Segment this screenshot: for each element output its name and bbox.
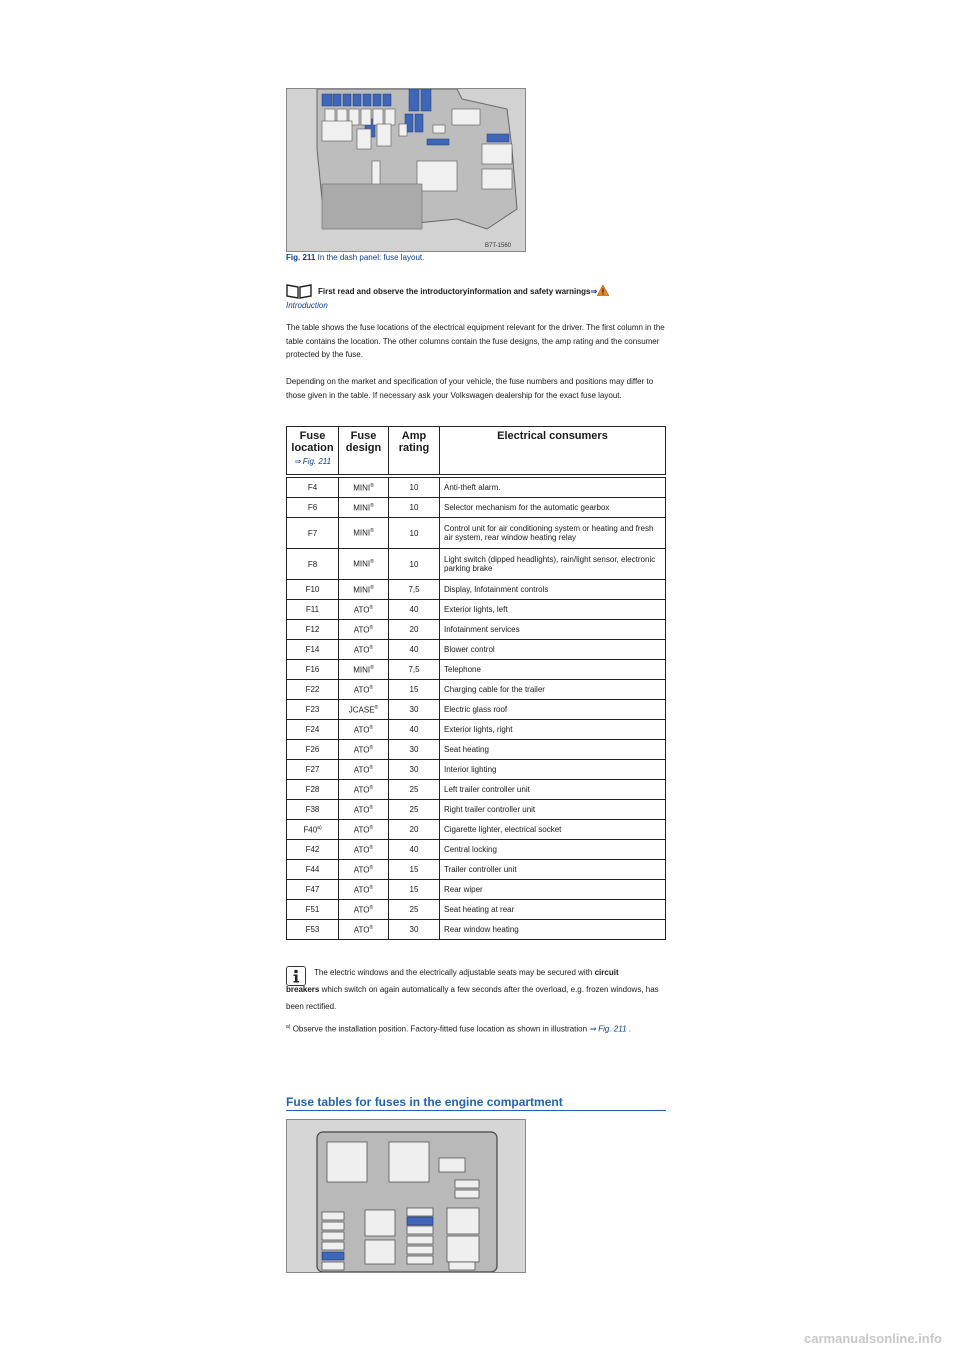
fuse-design-text: ATO <box>353 905 370 915</box>
table-row <box>287 860 666 880</box>
header-electrical-consumers: Electrical consumers <box>440 427 666 475</box>
fuse-location-text: F38 <box>305 805 320 814</box>
fuse-location-text: F47 <box>305 885 320 894</box>
cell-amp-rating: 40 <box>389 720 440 740</box>
fuse-design-text: ATO <box>353 765 370 775</box>
cell-fuse-design <box>339 498 389 518</box>
registered-mark: ® <box>369 684 374 691</box>
fuse-table-body <box>287 475 666 940</box>
fuse-location-text: F16 <box>305 665 320 674</box>
table-row <box>287 660 666 680</box>
fuse-design-text: MINI <box>353 483 371 493</box>
cell-electrical-consumer: Telephone <box>440 660 666 680</box>
cell-amp-rating: 10 <box>389 549 440 580</box>
table-row <box>287 680 666 700</box>
fuse-design-text: ATO <box>353 605 370 615</box>
cell-amp-rating: 7,5 <box>389 660 440 680</box>
cell-fuse-location <box>287 498 339 518</box>
fuse-location-text: F6 <box>307 503 318 512</box>
table-row <box>287 760 666 780</box>
fuse-layout-figure <box>286 88 526 252</box>
footnote-marker: a) <box>317 824 322 831</box>
header-fuse-location <box>287 427 339 475</box>
registered-mark: ® <box>369 624 374 631</box>
note-text <box>286 964 666 981</box>
cell-fuse-location <box>287 840 339 860</box>
cell-amp-rating: 40 <box>389 840 440 860</box>
fuse-location-text: F53 <box>305 925 320 934</box>
cell-amp-rating: 30 <box>389 700 440 720</box>
table-row <box>287 498 666 518</box>
cell-electrical-consumer: Seat heating at rear <box>440 900 666 920</box>
table-row <box>287 740 666 760</box>
fuse-location-text: F4 <box>307 483 318 492</box>
cell-amp-rating: 15 <box>389 860 440 880</box>
cell-fuse-design <box>339 840 389 860</box>
cell-electrical-consumer: Right trailer controller unit <box>440 800 666 820</box>
fuse-design-text: JCASE <box>348 705 375 715</box>
cell-fuse-design <box>339 640 389 660</box>
header-fuse-design: Fuse design <box>339 427 389 475</box>
registered-mark: ® <box>369 864 374 871</box>
cell-fuse-design <box>339 900 389 920</box>
fuse-design-text: ATO <box>353 885 370 895</box>
header-amp-rating: Amp rating <box>389 427 440 475</box>
book-icon <box>286 283 312 299</box>
registered-mark: ® <box>369 604 374 611</box>
table-row <box>287 920 666 940</box>
cell-electrical-consumer: Electric glass roof <box>440 700 666 720</box>
cell-fuse-location <box>287 600 339 620</box>
cell-fuse-location <box>287 900 339 920</box>
fuse-location-text: F24 <box>305 725 320 734</box>
cell-amp-rating: 15 <box>389 680 440 700</box>
fuse-design-text: MINI <box>353 665 371 675</box>
fuse-location-text: F11 <box>305 605 320 614</box>
section-heading: Fuse tables for fuses in the engine compartment <box>286 1095 666 1111</box>
figure-caption <box>286 253 424 262</box>
footnote-fig-link[interactable]: ⇒ Fig. 211 <box>589 1024 627 1034</box>
table-row <box>287 640 666 660</box>
cell-amp-rating: 40 <box>389 600 440 620</box>
cell-electrical-consumer: Light switch (dipped headlights), rain/light sensor, electronic parking brake <box>440 549 666 580</box>
table-row <box>287 549 666 580</box>
cell-electrical-consumer: Anti-theft alarm. <box>440 478 666 498</box>
fuse-location-text: F7 <box>307 528 318 538</box>
cell-amp-rating: 25 <box>389 780 440 800</box>
table-row <box>287 840 666 860</box>
table-row <box>287 720 666 740</box>
fuse-location-text: F26 <box>305 745 320 754</box>
fuse-location-text: F10 <box>305 585 320 594</box>
fuse-design-text: ATO <box>353 685 370 695</box>
cell-electrical-consumer: Central locking <box>440 840 666 860</box>
fuse-location-text: F40 <box>303 825 318 835</box>
fuse-design-text: MINI <box>353 503 371 513</box>
fuse-location-text: F28 <box>305 785 320 794</box>
fuse-location-text: F23 <box>305 705 320 714</box>
fuse-design-text: ATO <box>353 785 370 795</box>
read-first-label: First read and observe the introductoryinformation and safety warnings <box>318 287 591 296</box>
note-bold-circuit: circuit <box>594 968 619 977</box>
table-row <box>287 800 666 820</box>
cell-fuse-location <box>287 920 339 940</box>
cell-electrical-consumer: Rear window heating <box>440 920 666 940</box>
cell-fuse-design <box>339 740 389 760</box>
cell-amp-rating: 40 <box>389 640 440 660</box>
cell-fuse-location <box>287 800 339 820</box>
cell-amp-rating: 10 <box>389 498 440 518</box>
cell-fuse-design <box>339 700 389 720</box>
table-row <box>287 600 666 620</box>
fuse-location-text: F42 <box>305 845 320 854</box>
cell-amp-rating: 20 <box>389 620 440 640</box>
cell-electrical-consumer: Cigarette lighter, electrical socket <box>440 820 666 840</box>
registered-mark: ® <box>370 482 374 489</box>
cell-fuse-design <box>339 800 389 820</box>
cell-electrical-consumer: Trailer controller unit <box>440 860 666 880</box>
table-row <box>287 478 666 498</box>
cell-amp-rating: 10 <box>389 518 440 549</box>
registered-mark: ® <box>369 844 374 851</box>
footnote-mark: a) <box>286 1024 291 1030</box>
cell-fuse-design <box>339 720 389 740</box>
registered-mark: ® <box>374 704 379 711</box>
cell-amp-rating: 7,5 <box>389 580 440 600</box>
note-continuation <box>286 981 666 1015</box>
cell-fuse-location <box>287 760 339 780</box>
cell-fuse-location <box>287 478 339 498</box>
figure-label: Fig. 211 <box>286 253 316 262</box>
cell-fuse-design <box>339 760 389 780</box>
registered-mark: ® <box>369 824 374 831</box>
registered-mark: ® <box>369 924 374 931</box>
table-row <box>287 780 666 800</box>
cell-fuse-design <box>339 580 389 600</box>
cell-amp-rating: 30 <box>389 760 440 780</box>
cell-fuse-location <box>287 640 339 660</box>
info-note <box>286 964 666 1015</box>
cell-fuse-location <box>287 620 339 640</box>
table-row <box>287 820 666 840</box>
cell-fuse-location <box>287 580 339 600</box>
watermark: carmanualsonline.info <box>804 1331 942 1346</box>
table-row <box>287 900 666 920</box>
cell-fuse-design <box>339 820 389 840</box>
table-row <box>287 700 666 720</box>
registered-mark: ® <box>370 584 374 591</box>
engine-fuse-illustration <box>287 1120 525 1272</box>
intro-paragraph: The table shows the fuse locations of the electrical equipment relevant for the driver. The first column in the table contains the location. The other columns contain the fuse designs, the amp rating and the consumer protected by the fuse. <box>286 323 665 359</box>
cell-electrical-consumer: Display, Infotainment controls <box>440 580 666 600</box>
cell-fuse-location <box>287 660 339 680</box>
cell-fuse-location <box>287 740 339 760</box>
fuse-design-text: ATO <box>353 865 370 875</box>
cell-fuse-design <box>339 518 389 549</box>
registered-mark: ® <box>369 744 374 751</box>
fuse-design-text: ATO <box>353 645 370 655</box>
fuse-design-text: ATO <box>353 805 370 815</box>
note-pre: The electric windows and the electrically adjustable seats may be secured with <box>314 968 593 977</box>
fuse-location-text: F12 <box>305 625 320 634</box>
introduction-link[interactable]: Introduction <box>286 301 328 310</box>
fuse-design-text: ATO <box>353 625 370 635</box>
cell-fuse-design <box>339 600 389 620</box>
cell-electrical-consumer: Left trailer controller unit <box>440 780 666 800</box>
figure-caption-text: In the dash panel: fuse layout. <box>317 253 425 262</box>
registered-mark: ® <box>369 904 374 911</box>
cell-electrical-consumer: Control unit for air conditioning system or heating and fresh air system, rear window heating relay <box>440 518 666 549</box>
cell-electrical-consumer: Infotainment services <box>440 620 666 640</box>
registered-mark: ® <box>369 764 374 771</box>
cell-fuse-location <box>287 518 339 549</box>
cell-fuse-design <box>339 549 389 580</box>
table-row <box>287 580 666 600</box>
cell-fuse-location <box>287 780 339 800</box>
fig-211-link[interactable]: ⇒ Fig. 211 <box>293 457 332 466</box>
fuse-location-text: F14 <box>305 645 320 654</box>
registered-mark: ® <box>369 884 374 891</box>
cell-fuse-location <box>287 820 339 840</box>
cell-fuse-location <box>287 860 339 880</box>
cell-amp-rating: 30 <box>389 920 440 940</box>
registered-mark: ® <box>370 502 374 509</box>
cell-amp-rating: 10 <box>389 478 440 498</box>
fuse-design-text: ATO <box>353 745 370 755</box>
fuse-design-text: MINI <box>353 559 371 569</box>
fuse-location-text: F27 <box>305 765 320 774</box>
fuse-location-text: F8 <box>307 559 318 569</box>
fuse-design-text: MINI <box>353 585 371 595</box>
cell-amp-rating: 20 <box>389 820 440 840</box>
cell-amp-rating: 15 <box>389 880 440 900</box>
cell-electrical-consumer: Exterior lights, right <box>440 720 666 740</box>
cell-fuse-location <box>287 549 339 580</box>
cell-fuse-location <box>287 880 339 900</box>
registered-mark: ® <box>370 559 374 566</box>
table-row <box>287 880 666 900</box>
read-first-arrow: ⇒ <box>590 287 598 296</box>
cell-fuse-design <box>339 880 389 900</box>
table-row <box>287 620 666 640</box>
table-header-row <box>287 427 666 475</box>
fuse-location-text: F22 <box>305 685 320 694</box>
cell-electrical-consumer: Rear wiper <box>440 880 666 900</box>
cell-amp-rating: 25 <box>389 900 440 920</box>
cell-fuse-location <box>287 720 339 740</box>
note-bold-breakers: breakers <box>286 985 320 994</box>
engine-fuse-figure <box>286 1119 526 1273</box>
cell-electrical-consumer: Exterior lights, left <box>440 600 666 620</box>
cell-fuse-design <box>339 860 389 880</box>
cell-electrical-consumer: Charging cable for the trailer <box>440 680 666 700</box>
cell-amp-rating: 30 <box>389 740 440 760</box>
info-icon <box>286 966 306 986</box>
footnote <box>286 1024 666 1034</box>
warning-icon <box>597 285 609 296</box>
cell-electrical-consumer: Interior lighting <box>440 760 666 780</box>
fuse-design-text: ATO <box>353 825 370 835</box>
fuse-table <box>286 426 666 940</box>
fuse-design-text: MINI <box>353 528 371 538</box>
fuse-location-text: F44 <box>305 865 320 874</box>
cell-fuse-design <box>339 620 389 640</box>
registered-mark: ® <box>369 644 374 651</box>
svg-text:B7T-1560: B7T-1560 <box>485 243 512 249</box>
fuse-design-text: ATO <box>353 725 370 735</box>
cell-amp-rating: 25 <box>389 800 440 820</box>
read-first-text <box>318 285 609 296</box>
fuse-layout-illustration <box>287 89 525 251</box>
cell-fuse-design <box>339 680 389 700</box>
table-row <box>287 518 666 549</box>
registered-mark: ® <box>369 724 374 731</box>
fuse-location-text: F51 <box>305 905 320 914</box>
fuse-design-text: ATO <box>353 845 370 855</box>
cell-fuse-location <box>287 680 339 700</box>
cell-fuse-location <box>287 700 339 720</box>
registered-mark: ® <box>369 784 374 791</box>
fuse-design-text: ATO <box>353 925 370 935</box>
cell-electrical-consumer: Seat heating <box>440 740 666 760</box>
cell-fuse-design <box>339 780 389 800</box>
footnote-end: . <box>628 1024 632 1034</box>
cell-fuse-design <box>339 920 389 940</box>
registered-mark: ® <box>370 664 374 671</box>
registered-mark: ® <box>369 804 374 811</box>
cell-electrical-consumer: Selector mechanism for the automatic gearbox <box>440 498 666 518</box>
footnote-text: Observe the installation position. Factory-fitted fuse location as shown in illustration <box>292 1024 588 1034</box>
cell-electrical-consumer: Blower control <box>440 640 666 660</box>
registered-mark: ® <box>370 528 374 535</box>
market-paragraph: Depending on the market and specification of your vehicle, the fuse numbers and positions may differ to those given in the table. If necessary ask your Volkswagen dealership for the exact fuse layout. <box>286 377 654 400</box>
cell-fuse-design <box>339 478 389 498</box>
header-location-label: Fuse location <box>291 430 334 454</box>
cell-fuse-design <box>339 660 389 680</box>
note-post: which switch on again automatically a few seconds after the overload, e.g. frozen windows, has been rectified. <box>286 985 659 1011</box>
